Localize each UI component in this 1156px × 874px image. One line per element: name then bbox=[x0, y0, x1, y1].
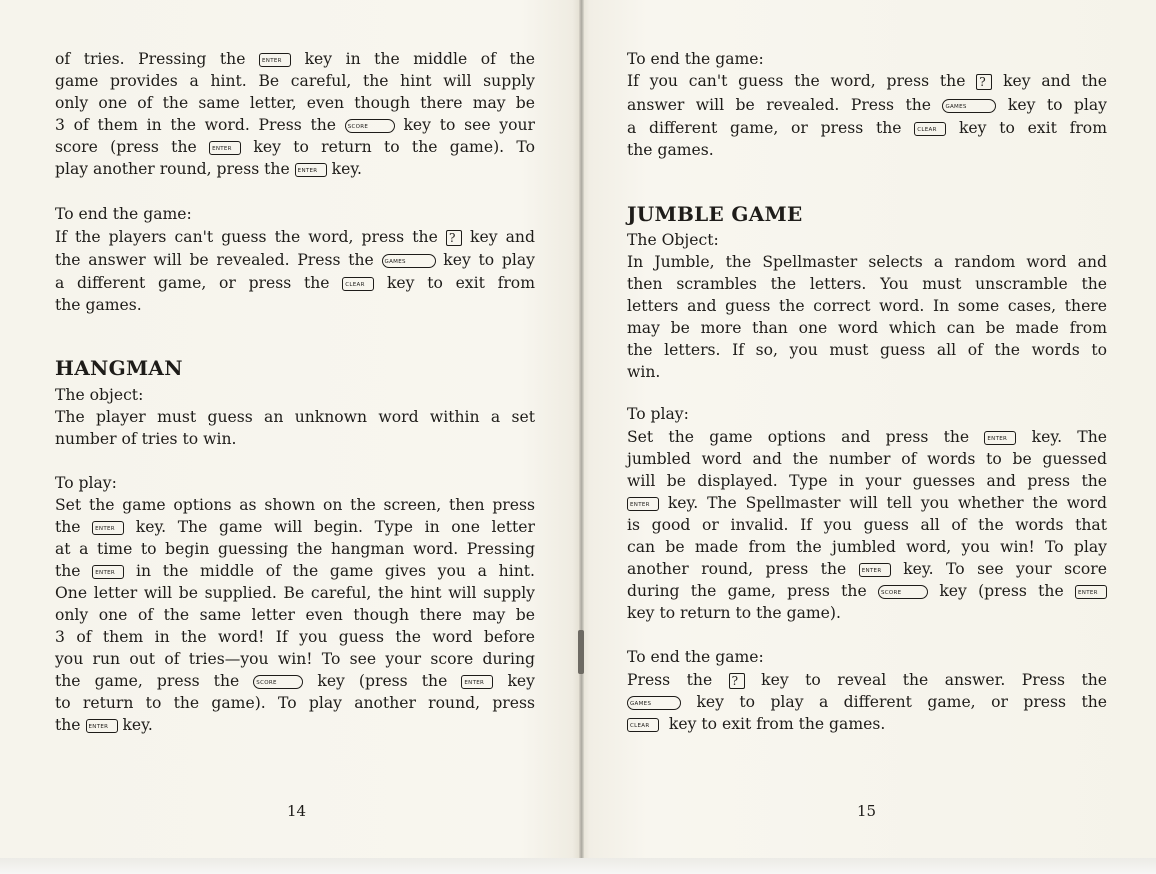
enter-key-icon: ENTER bbox=[984, 431, 1016, 445]
question-key-icon: ? bbox=[729, 673, 745, 689]
enter-key-icon: ENTER bbox=[461, 675, 493, 689]
jumble-title: JUMBLE GAME bbox=[627, 202, 803, 226]
games-key-icon: GAMES bbox=[627, 696, 681, 710]
text-line: the letters. If so, you must guess all of the words to bbox=[627, 341, 1107, 359]
section-heading: To end the game: bbox=[627, 648, 764, 666]
text-line: letters and guess the correct word. In some cases, there bbox=[627, 297, 1107, 315]
section-heading: To play: bbox=[55, 474, 117, 492]
text-line: Set the game options as shown on the screen, then press bbox=[55, 496, 535, 514]
text-line: the ENTER key. bbox=[55, 716, 153, 734]
text-line: Press the ? key to reveal the answer. Press the bbox=[627, 671, 1107, 689]
text-line: another round, press the ENTER key. To see your score bbox=[627, 560, 1107, 578]
text-line: may be more than one word which can be made from bbox=[627, 319, 1107, 337]
text-line: number of tries to win. bbox=[55, 430, 237, 448]
text-line: 3 of them in the word. Press the SCORE key to see your bbox=[55, 116, 535, 134]
enter-key-icon: ENTER bbox=[92, 565, 124, 579]
clear-key-icon: CLEAR bbox=[914, 122, 946, 136]
text-line: the ENTER key. The game will begin. Type in one letter bbox=[55, 518, 535, 536]
text-line: of tries. Pressing the ENTER key in the middle of the bbox=[55, 50, 536, 68]
text-line: only one of the same letter even though there may be bbox=[55, 606, 535, 624]
enter-key-icon: ENTER bbox=[209, 141, 241, 155]
text-line: In Jumble, the Spellmaster selects a random word and bbox=[627, 253, 1107, 271]
text-line: a different game, or press the CLEAR key to exit from bbox=[627, 119, 1107, 137]
enter-key-icon: ENTER bbox=[86, 719, 118, 733]
text-line: the ENTER in the middle of the game gives you a hint. bbox=[55, 562, 535, 580]
text-line: score (press the ENTER key to return to the game). To bbox=[55, 138, 536, 156]
text-line: ENTER key. The Spellmaster will tell you whether the word bbox=[627, 492, 1107, 514]
enter-key-icon: ENTER bbox=[859, 563, 891, 577]
text-line: only one of the same letter, even though there may be bbox=[55, 94, 535, 112]
section-heading: To play: bbox=[627, 405, 689, 423]
page-number: 15 bbox=[857, 802, 877, 820]
text-line: the games. bbox=[55, 296, 142, 314]
text-line: play another round, press the ENTER key. bbox=[55, 160, 363, 178]
score-key-icon: SCORE bbox=[345, 119, 395, 133]
gutter-mark bbox=[578, 630, 584, 674]
text-line: The player must guess an unknown word within a set bbox=[55, 408, 535, 426]
clear-key-icon: CLEAR bbox=[342, 277, 374, 291]
text-line: Set the game options and press the ENTER key. The bbox=[627, 428, 1107, 446]
text-line: GAMES key to play a different game, or press the bbox=[627, 691, 1107, 713]
text-line: 3 of them in the word! If you guess the word before bbox=[55, 628, 535, 646]
question-key-icon: ? bbox=[976, 74, 992, 90]
text-line: key to return to the game). bbox=[627, 604, 841, 622]
score-key-icon: SCORE bbox=[253, 675, 303, 689]
score-key-icon: SCORE bbox=[878, 585, 928, 599]
enter-key-icon: ENTER bbox=[627, 497, 659, 511]
text-line: One letter will be supplied. Be careful, the hint will supply bbox=[55, 584, 535, 602]
text-line: will be displayed. Type in your guesses and press the bbox=[627, 472, 1107, 490]
text-line: to return to the game). To play another round, press bbox=[55, 694, 535, 712]
text-line: If the players can't guess the word, press the ? key and bbox=[55, 228, 535, 246]
enter-key-icon: ENTER bbox=[92, 521, 124, 535]
text-line: answer will be revealed. Press the GAMES key to play bbox=[627, 96, 1107, 114]
enter-key-icon: ENTER bbox=[295, 163, 327, 177]
question-key-icon: ? bbox=[446, 230, 462, 246]
text-line: at a time to begin guessing the hangman word. Pressing bbox=[55, 540, 535, 558]
text-line: jumbled word and the number of words to be guessed bbox=[627, 450, 1107, 468]
book-gutter bbox=[579, 0, 584, 860]
bottom-edge bbox=[0, 858, 1156, 874]
text-line: the games. bbox=[627, 141, 714, 159]
text-line: game provides a hint. Be careful, the hint will supply bbox=[55, 72, 535, 90]
text-line: If you can't guess the word, press the ? key and the bbox=[627, 72, 1107, 90]
games-key-icon: GAMES bbox=[942, 99, 996, 113]
clear-key-icon: CLEAR bbox=[627, 718, 659, 732]
text-line: you run out of tries—you win! To see your score during bbox=[55, 650, 535, 668]
text-line: the game, press the SCORE key (press the ENTER key bbox=[55, 672, 535, 690]
text-line: a different game, or press the CLEAR key to exit from bbox=[55, 274, 535, 292]
enter-key-icon: ENTER bbox=[1075, 585, 1107, 599]
section-heading: The object: bbox=[55, 386, 144, 404]
text-line: CLEAR key to exit from the games. bbox=[627, 713, 1107, 735]
enter-key-icon: ENTER bbox=[259, 53, 291, 67]
section-heading: To end the game: bbox=[627, 50, 764, 68]
text-line: during the game, press the SCORE key (press the ENTER bbox=[627, 580, 1107, 602]
text-line: is good or invalid. If you guess all of the words that bbox=[627, 516, 1107, 534]
text-line: win. bbox=[627, 363, 661, 381]
text-line: can be made from the jumbled word, you win! To play bbox=[627, 538, 1107, 556]
section-heading: To end the game: bbox=[55, 205, 192, 223]
page-number: 14 bbox=[287, 802, 307, 820]
section-heading: The Object: bbox=[627, 231, 719, 249]
hangman-title: HANGMAN bbox=[55, 356, 183, 380]
text-line: the answer will be revealed. Press the GAMES key to play bbox=[55, 251, 535, 269]
games-key-icon: GAMES bbox=[382, 254, 436, 268]
text-line: then scrambles the letters. You must unscramble the bbox=[627, 275, 1107, 293]
